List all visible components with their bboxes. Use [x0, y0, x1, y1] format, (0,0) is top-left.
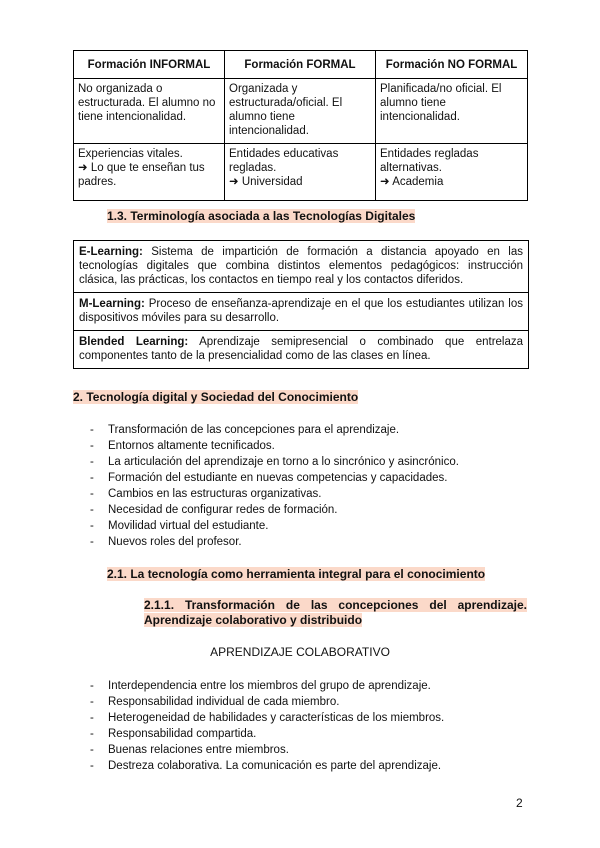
cell-text: Experiencias vitales.	[78, 148, 183, 160]
definition-term: E-Learning:	[79, 246, 143, 258]
list-item: - Responsabilidad compartida.	[90, 726, 444, 742]
definition-m-learning	[74, 293, 528, 331]
section-heading-2	[73, 390, 358, 405]
definitions-box	[73, 240, 529, 369]
definition-text: Sistema de impartición de formación a distancia apoyado en las tecnologías digitales que combina distintos elementos pedagógicos: instrucción clásica, las prácticas, los contactos en tiempo real y los contactos diferidos.	[79, 246, 524, 286]
list-item: - Responsabilidad individual de cada miembro.	[90, 694, 444, 710]
definition-blended-learning	[74, 331, 528, 369]
cell-text: Entidades regladas alternativas.	[380, 148, 479, 174]
section-heading-2-1-1	[144, 598, 527, 628]
page-number: 2	[516, 796, 523, 810]
table-cell: Planificada/no oficial. El alumno tiene intencionalidad.	[376, 79, 528, 144]
cell-text: Entidades educativas regladas.	[229, 148, 339, 174]
table-cell: No organizada o estructurada. El alumno no tiene intencionalidad.	[74, 79, 225, 144]
arrow-icon: ➜	[78, 162, 88, 174]
table-cell: Organizada y estructurada/oficial. El alumno tiene intencionalidad.	[225, 79, 376, 144]
list-item: - La articulación del aprendizaje en torno a lo sincrónico y asincrónico.	[90, 454, 459, 470]
header-formal: Formación FORMAL	[225, 51, 376, 79]
section-heading-2-1	[107, 567, 485, 582]
definition-text: Proceso de enseñanza-aprendizaje en el que los estudiantes utilizan los dispositivos móviles para su desarrollo.	[79, 298, 523, 324]
definition-e-learning	[74, 241, 528, 293]
definition-text: Aprendizaje semipresencial o combinado que entrelaza componentes tanto de la presencialidad como de las clases en línea.	[79, 336, 524, 362]
list-item: - Buenas relaciones entre miembros.	[90, 742, 444, 758]
list-item: - Necesidad de configurar redes de formación.	[90, 502, 459, 518]
list-item: - Formación del estudiante en nuevas competencias y capacidades.	[90, 470, 459, 486]
list-item: - Entornos altamente tecnificados.	[90, 438, 459, 454]
section-heading-text: 2. Tecnología digital y Sociedad del Conocimiento	[73, 390, 359, 404]
list-item: - Nuevos roles del profesor.	[90, 534, 459, 550]
arrow-icon: ➜	[380, 176, 390, 188]
section-heading-text: 2.1. La tecnología como herramienta integral para el conocimiento	[107, 567, 486, 581]
table-cell	[74, 144, 225, 201]
cell-arrow-text: Academia	[392, 176, 444, 188]
list-item: - Movilidad virtual del estudiante.	[90, 518, 459, 534]
collab-title: APRENDIZAJE COLABORATIVO	[210, 645, 390, 659]
table-cell	[376, 144, 528, 201]
section-heading-1-3	[107, 209, 415, 224]
header-no-formal: Formación NO FORMAL	[376, 51, 528, 79]
table-cell	[225, 144, 376, 201]
list-item: - Transformación de las concepciones para el aprendizaje.	[90, 422, 459, 438]
list-item: - Cambios en las estructuras organizativas.	[90, 486, 459, 502]
arrow-icon: ➜	[229, 176, 239, 188]
section-heading-text: 2.1.1. Transformación de las concepciones del aprendizaje. Aprendizaje colaborativo y distribuido	[144, 598, 527, 627]
definition-term: Blended Learning:	[79, 336, 189, 348]
collab-list	[90, 678, 444, 774]
section-heading-text: 1.3. Terminología asociada a las Tecnologías Digitales	[107, 209, 416, 223]
formation-types-table	[73, 50, 528, 201]
list-item: - Interdependencia entre los miembros del grupo de aprendizaje.	[90, 678, 444, 694]
table-header-row	[74, 51, 528, 79]
digital-society-list	[90, 422, 459, 550]
table-row	[74, 144, 528, 201]
table-row	[74, 79, 528, 144]
cell-arrow-text: Lo que te enseñan tus padres.	[78, 162, 205, 188]
list-item: - Destreza colaborativa. La comunicación es parte del aprendizaje.	[90, 758, 444, 774]
cell-arrow-text: Universidad	[241, 176, 303, 188]
list-item: - Heterogeneidad de habilidades y características de los miembros.	[90, 710, 444, 726]
definition-term: M-Learning:	[79, 298, 145, 310]
header-informal: Formación INFORMAL	[74, 51, 225, 79]
